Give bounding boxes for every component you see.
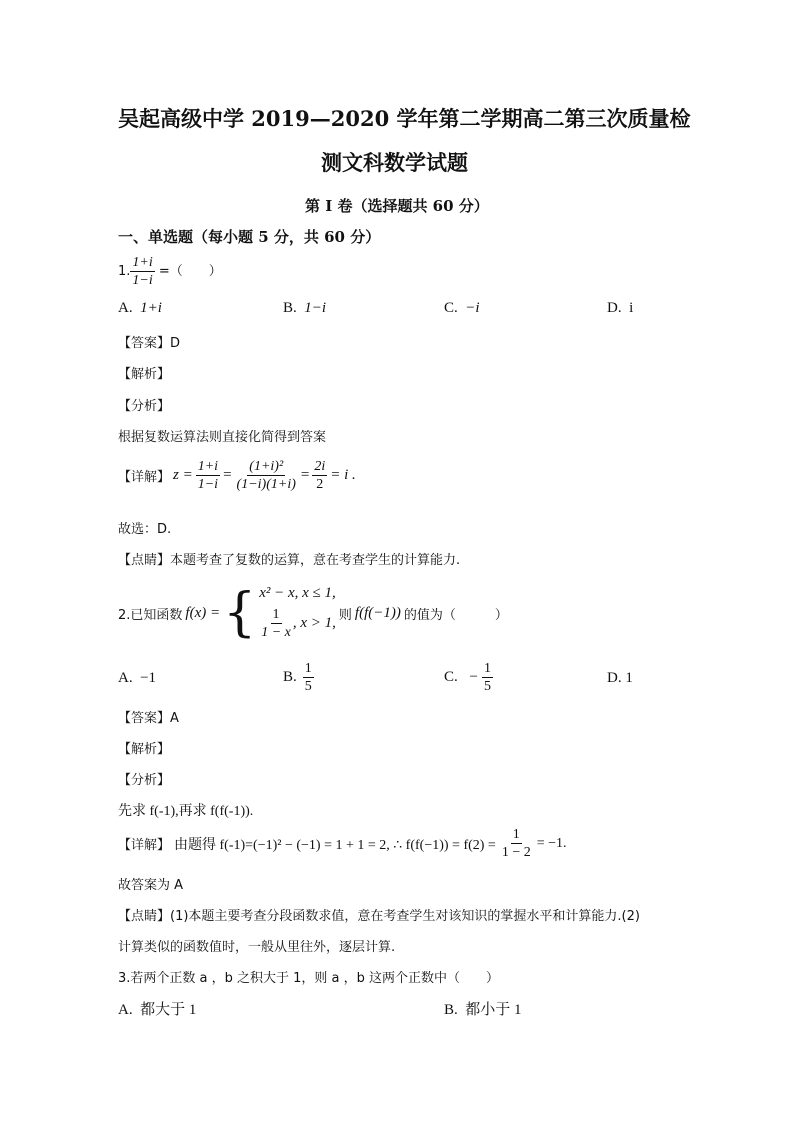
q2-analysis: 先求 f(-1),再求 f(f(-1)). [118,804,254,819]
fraction-numerator: (1+i)² [249,459,284,474]
q2-comment-line1: 【点睛】(1)本题主要考查分段函数求值，意在考查学生对该知识的掌握水平和计算能力.(2) [118,909,640,924]
option-label: A. [118,300,133,316]
equals-sign: = [300,467,310,483]
q1-conclusion: 故选：D. [118,522,172,537]
fraction-denominator: 1 − 2 [501,845,531,860]
q1-jiexi: 【解析】 [118,367,171,382]
q1-fenxi: 【分析】 [118,399,171,414]
question-1-tail: =（ ） [158,264,222,279]
fraction-numerator: 1 [304,661,312,676]
detail-expression: 由题得 f(-1)=(−1)² − (−1) = 1 + 1 = 2, ∴ f(f(−1)) = f(2) = [174,837,496,853]
q1-analysis: 根据复数运算法则直接化简得到答案 [118,430,327,445]
option-value: 1 [625,670,633,686]
option-sign: − [469,669,478,685]
q2-option-b [283,660,314,695]
section-heading: 一、单选题（每小题 5 分，共 60 分） [118,228,381,246]
detail-result: = −1. [536,835,567,851]
option-label: B. [283,300,297,316]
option-fraction [482,660,493,695]
option-label: B. [283,669,297,685]
option-fraction [303,660,314,695]
page-title-line1: 吴起高级中学 2019—2020 学年第二学期高二第三次质量检 [118,106,691,131]
option-value: i [629,300,634,316]
q1-answer: 【答案】D [118,336,181,351]
option-label: A. [118,670,133,686]
q2-option-a [118,670,156,687]
option-value: 1+i [140,300,162,316]
detail-fraction-2 [235,458,298,493]
fraction-numerator: 1+i [197,459,219,474]
detail-label: 【详解】 [118,838,171,853]
q2-detail [118,826,567,861]
option-value: −i [465,300,480,316]
q1-option-d [607,300,633,317]
fraction-numerator: 1 [272,607,280,622]
option-value: −1 [140,670,157,686]
q2-conclusion: 故答案为 A [118,878,184,893]
function-name: f(x) = [185,604,221,621]
fraction-numerator: 1 [483,661,491,676]
q1-detail [118,458,356,493]
fraction-denominator: 1 − x [261,625,291,640]
fraction-numerator: 2i [314,459,326,474]
q3-option-a [118,998,196,1019]
question-2-suffix: 的值为（ ） [403,607,508,623]
q2-option-d [607,670,633,687]
page-title-line2: 测文科数学试题 [321,150,468,175]
question-2-prefix: 2.已知函数 [118,607,183,623]
q2-jiexi: 【解析】 [118,742,171,757]
volume-heading: 第 I 卷（选择题共 60 分） [305,197,489,215]
detail-fraction [500,826,533,861]
q1-option-a [118,300,162,317]
option-label: D. [607,670,622,686]
fraction-numerator: 1+i [132,255,153,270]
detail-label: 【详解】 [118,470,171,485]
detail-fraction-1 [196,458,220,493]
detail-fraction-3 [312,458,327,493]
q2-answer: 【答案】A [118,711,179,726]
option-label: A. [118,1002,133,1018]
fraction-numerator: 1 [512,827,520,842]
case-2-condition: , x > 1, [292,615,336,631]
option-value: 都大于 1 [140,1002,197,1018]
question-2-ze: 则 [338,607,352,623]
option-label: B. [444,1002,458,1018]
question-1-number: 1. [118,264,131,279]
fraction-denominator: 5 [483,679,491,694]
piecewise-cases [259,585,336,641]
question-2-stem [118,578,508,648]
question-3-stem: 3.若两个正数 a ，b 之积大于 1，则 a ，b 这两个正数中（ ） [118,971,500,986]
equals-sign: = [223,467,232,483]
option-label: C. [444,669,458,685]
case-2-fraction [259,606,293,641]
piecewise-brace-icon: { [223,583,257,643]
q1-comment: 【点睛】本题考查了复数的运算，意在考查学生的计算能力. [118,553,461,568]
question-1-fraction [130,254,154,289]
fraction-denominator: (1−i)(1+i) [236,477,296,492]
piecewise-case-1: x² − x, x ≤ 1, [259,585,336,601]
q2-fenxi: 【分析】 [118,773,171,788]
q3-option-b [444,998,522,1019]
option-value: 都小于 1 [465,1002,522,1018]
option-label: D. [607,300,622,316]
question-1-stem [118,254,222,289]
detail-z: z = [173,467,193,483]
fraction-denominator: 1−i [197,477,219,492]
fraction-denominator: 2 [316,477,324,492]
fraction-denominator: 5 [304,679,312,694]
question-2-expression: f(f(−1)) [354,604,401,621]
fraction-denominator: 1−i [132,273,153,288]
piecewise-case-2 [259,606,336,641]
q2-option-c [444,660,493,695]
q1-option-b [283,300,326,317]
q2-comment-line2: 计算类似的函数值时，一般从里往外，逐层计算. [118,940,396,955]
detail-end: = i . [330,467,356,483]
q1-option-c [444,300,480,317]
option-label: C. [444,300,458,316]
option-value: 1−i [304,300,327,316]
